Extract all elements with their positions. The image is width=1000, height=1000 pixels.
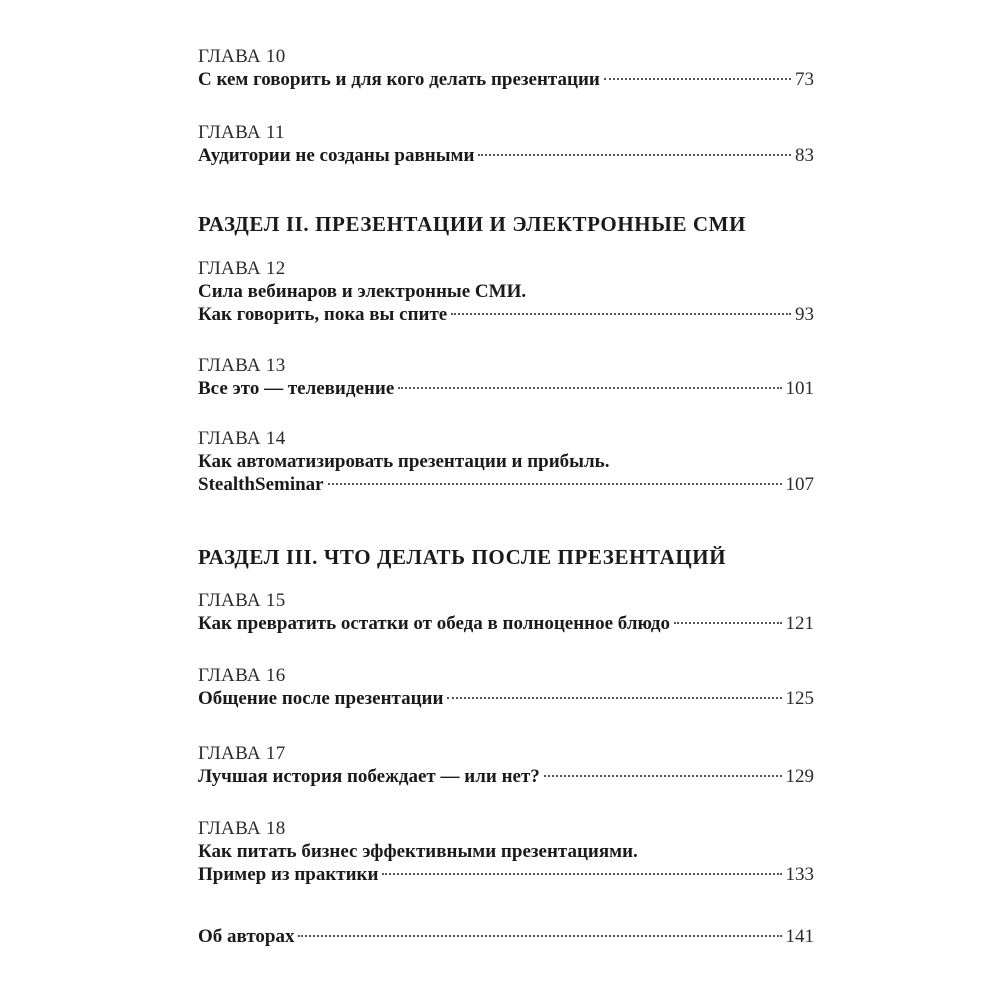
toc-line xyxy=(198,68,814,91)
toc-entry-chapter-12[interactable] xyxy=(198,258,814,326)
toc-line xyxy=(198,840,814,863)
toc-line xyxy=(198,303,814,326)
chapter-title: С кем говорить и для кого делать презентации xyxy=(198,69,600,90)
toc-line xyxy=(198,450,814,473)
toc-line xyxy=(198,765,814,788)
dot-leader xyxy=(478,154,791,156)
dot-leader xyxy=(544,775,782,777)
toc-line xyxy=(198,863,814,886)
chapter-label: ГЛАВА 13 xyxy=(198,355,286,376)
dot-leader xyxy=(298,935,781,937)
page-number: 73 xyxy=(795,69,814,90)
section-heading-2[interactable]: РАЗДЕЛ II. ПРЕЗЕНТАЦИИ И ЭЛЕКТРОННЫЕ СМИ xyxy=(198,212,747,236)
dot-leader xyxy=(382,873,781,875)
dot-leader xyxy=(447,697,781,699)
toc-entry-chapter-15[interactable] xyxy=(198,590,814,635)
toc-entry-chapter-14[interactable] xyxy=(198,428,814,496)
chapter-label: ГЛАВА 11 xyxy=(198,122,285,143)
toc-line xyxy=(198,280,814,303)
section-heading-3[interactable]: РАЗДЕЛ III. ЧТО ДЕЛАТЬ ПОСЛЕ ПРЕЗЕНТАЦИЙ xyxy=(198,545,727,569)
dot-leader xyxy=(328,483,782,485)
toc-line xyxy=(198,473,814,496)
toc-line xyxy=(198,612,814,635)
chapter-title: Общение после презентации xyxy=(198,688,444,709)
chapter-label: ГЛАВА 15 xyxy=(198,590,286,611)
chapter-title-line-1: Как питать бизнес эффективными презентациями. xyxy=(198,841,638,862)
toc-line xyxy=(198,687,814,710)
chapter-label: ГЛАВА 17 xyxy=(198,743,286,764)
authors-title: Об авторах xyxy=(198,926,295,947)
toc-line xyxy=(198,377,814,400)
chapter-label: ГЛАВА 16 xyxy=(198,665,286,686)
chapter-title-line-1: Сила вебинаров и электронные СМИ. xyxy=(198,281,527,302)
chapter-title: Аудитории не созданы равными xyxy=(198,145,475,166)
chapter-title: Лучшая история побеждает — или нет? xyxy=(198,766,540,787)
toc-entry-chapter-17[interactable] xyxy=(198,743,814,788)
chapter-title-line-2: StealthSeminar xyxy=(198,474,324,495)
chapter-title-line-2: Пример из практики xyxy=(198,864,379,885)
toc-line xyxy=(198,144,814,167)
chapter-title: Все это — телевидение xyxy=(198,378,395,399)
toc-entry-chapter-11[interactable] xyxy=(198,122,814,167)
dot-leader xyxy=(674,622,781,624)
chapter-label: ГЛАВА 14 xyxy=(198,428,286,449)
toc-line xyxy=(198,925,814,948)
dot-leader xyxy=(451,313,791,315)
page-number: 133 xyxy=(785,864,814,885)
dot-leader xyxy=(604,78,791,80)
chapter-label: ГЛАВА 18 xyxy=(198,818,286,839)
chapter-title: Как превратить остатки от обеда в полноценное блюдо xyxy=(198,613,671,634)
chapter-label: ГЛАВА 12 xyxy=(198,258,286,279)
page-number: 121 xyxy=(785,613,814,634)
page-number: 141 xyxy=(785,926,814,947)
page-number: 125 xyxy=(785,688,814,709)
page-number: 83 xyxy=(795,145,814,166)
toc-entry-chapter-18[interactable] xyxy=(198,818,814,886)
page-number: 101 xyxy=(785,378,814,399)
toc-entry-chapter-16[interactable] xyxy=(198,665,814,710)
chapter-title-line-2: Как говорить, пока вы спите xyxy=(198,304,448,325)
chapter-title-line-1: Как автоматизировать презентации и прибыль. xyxy=(198,451,610,472)
dot-leader xyxy=(398,387,781,389)
toc-entry-authors[interactable] xyxy=(198,925,814,948)
page-number: 129 xyxy=(785,766,814,787)
page-number: 107 xyxy=(785,474,814,495)
toc-entry-chapter-13[interactable] xyxy=(198,355,814,400)
page-number: 93 xyxy=(795,304,814,325)
chapter-label: ГЛАВА 10 xyxy=(198,46,286,67)
toc-entry-chapter-10[interactable] xyxy=(198,46,814,91)
